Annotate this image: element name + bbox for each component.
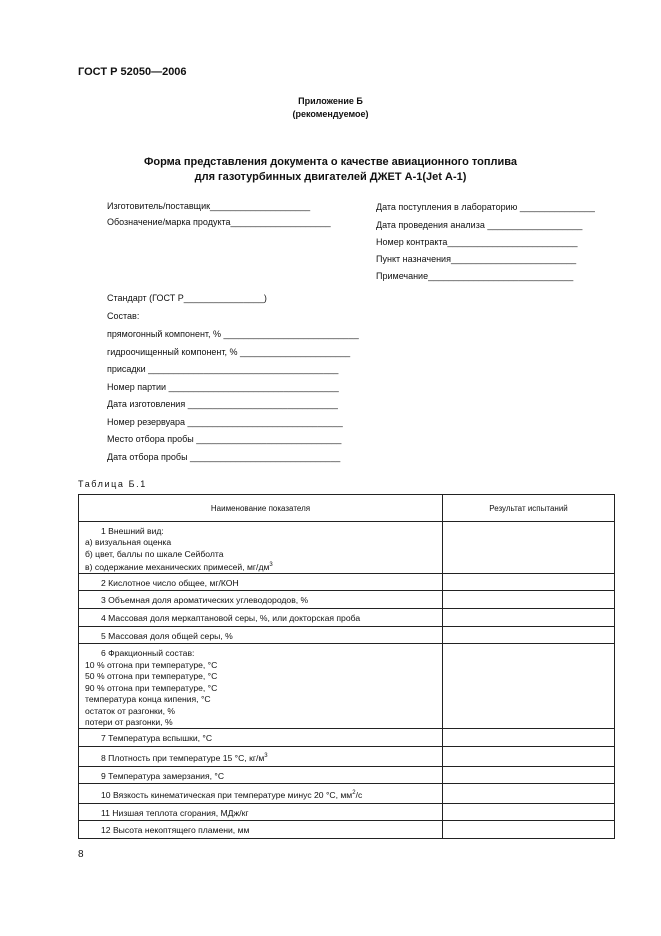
table-row	[79, 644, 615, 729]
indicator-line: в) содержание механических примесей, $мг/дм^3$	[85, 562, 273, 573]
result-cell[interactable]	[443, 591, 615, 609]
indicator-line: температура конца кипения, °С	[85, 694, 211, 705]
indicator-cell	[79, 804, 443, 821]
page-number: 8	[78, 849, 84, 860]
table-row	[79, 609, 615, 627]
table-row	[79, 522, 615, 574]
indicator-line: а) визуальная оценка	[85, 537, 172, 548]
indicator-line: 7 Температура вспышки, °С	[101, 733, 213, 744]
table-row	[79, 821, 615, 839]
result-cell[interactable]	[443, 609, 615, 627]
appendix-subtitle: (рекомендуемое)	[292, 109, 369, 119]
result-cell[interactable]	[443, 627, 615, 644]
standard-id: ГОСТ Р 52050—2006	[78, 66, 187, 78]
form-title-line2: для газотурбинных двигателей ДЖЕТ А-1(Jet А-1)	[194, 171, 467, 183]
field-standard: Стандарт (ГОСТ Р________________)	[107, 293, 267, 303]
indicator-line: 12 Высота некоптящего пламени, мм	[101, 825, 250, 836]
indicator-line: остаток от разгонки, %	[85, 705, 176, 716]
indicator-cell	[79, 574, 443, 591]
indicator-line: 6 Фракционный состав:	[101, 648, 195, 659]
indicator-line: 90 % отгона при температуре, °С	[85, 682, 218, 693]
indicator-cell	[79, 729, 443, 747]
indicator-cell	[79, 609, 443, 627]
indicator-line: б) цвет, баллы по шкале Сейболта	[85, 548, 224, 559]
result-cell[interactable]	[443, 804, 615, 821]
result-cell[interactable]	[443, 522, 615, 574]
result-cell[interactable]	[443, 767, 615, 784]
indicator-line: 9 Температура замерзания, °С	[101, 771, 225, 782]
result-cell[interactable]	[443, 821, 615, 839]
indicator-line: 4 Массовая доля меркаптановой серы, %, или докторская проба	[101, 613, 361, 624]
table-row	[79, 784, 615, 804]
table-row	[79, 747, 615, 767]
table-row	[79, 591, 615, 609]
result-cell[interactable]	[443, 644, 615, 729]
header-result: Результат испытаний	[443, 495, 615, 522]
field-hydrotreated: гидроочищенный компонент, % ______________________	[107, 347, 351, 357]
indicator-cell	[79, 591, 443, 609]
table-row	[79, 627, 615, 644]
field-straight-run: прямогонный компонент, % ___________________________	[107, 329, 359, 339]
field-sampling-date: Дата отбора пробы ______________________________	[107, 452, 341, 462]
field-tank-number: Номер резервуара _______________________________	[107, 417, 343, 427]
result-cell[interactable]	[443, 729, 615, 747]
result-cell[interactable]	[443, 784, 615, 804]
indicator-cell	[79, 747, 443, 767]
indicator-line: потери от разгонки, %	[85, 716, 173, 727]
field-manufacture-date: Дата изготовления ______________________________	[107, 399, 338, 409]
indicator-line: 5 Массовая доля общей серы, %	[101, 631, 233, 642]
indicator-cell	[79, 627, 443, 644]
indicator-line: 10 % отгона при температуре, °С	[85, 659, 218, 670]
field-additives: присадки ______________________________________	[107, 364, 339, 374]
table-row	[79, 804, 615, 821]
unit-suffix: /с	[355, 790, 363, 801]
results-table	[78, 494, 615, 839]
table-row	[79, 767, 615, 784]
indicator-line: 10 Вязкость кинематическая при температуре минус 20 °С, $мм^2/с$	[101, 790, 363, 801]
unit-superscript: 2	[352, 790, 356, 797]
indicator-line: 8 Плотность при температуре 15 °С, $кг/м^3$	[101, 753, 268, 764]
field-destination: Пункт назначения_________________________	[376, 254, 577, 264]
indicator-cell	[79, 821, 443, 839]
field-lab-receipt-date: Дата поступления в лабораторию _______________	[376, 202, 595, 212]
table-caption: Таблица Б.1	[78, 479, 147, 489]
indicator-line: 50 % отгона при температуре, °С	[85, 671, 218, 682]
form-title-line1: Форма представления документа о качестве авиационного топлива	[144, 156, 517, 168]
indicator-cell	[79, 767, 443, 784]
field-product-mark: Обозначение/марка продукта____________________	[107, 217, 331, 227]
indicator-line: 3 Объемная доля ароматических углеводородов, %	[101, 595, 309, 606]
table-row	[79, 729, 615, 747]
indicator-cell	[79, 644, 443, 729]
unit-superscript: 3	[264, 753, 268, 760]
field-contract-number: Номер контракта__________________________	[376, 237, 578, 247]
field-sampling-place: Место отбора пробы _____________________________	[107, 434, 342, 444]
field-batch-number: Номер партии __________________________________	[107, 382, 339, 392]
result-cell[interactable]	[443, 574, 615, 591]
field-analysis-date: Дата проведения анализа ___________________	[376, 220, 583, 230]
field-manufacturer: Изготовитель/поставщик____________________	[107, 201, 311, 211]
field-note: Примечание_____________________________	[376, 271, 574, 281]
indicator-cell	[79, 522, 443, 574]
indicator-line: 1 Внешний вид:	[101, 526, 164, 536]
indicator-cell	[79, 784, 443, 804]
header-indicator: Наименование показателя	[79, 495, 443, 522]
field-composition: Состав:	[107, 311, 140, 321]
table-row	[79, 574, 615, 591]
indicator-line: 2 Кислотное число общее, мг/КОН	[101, 578, 239, 589]
indicator-line: 11 Низшая теплота сгорания, МДж/кг	[101, 808, 249, 819]
unit-superscript: 3	[269, 562, 273, 569]
appendix-title: Приложение Б	[298, 96, 363, 106]
result-cell[interactable]	[443, 747, 615, 767]
